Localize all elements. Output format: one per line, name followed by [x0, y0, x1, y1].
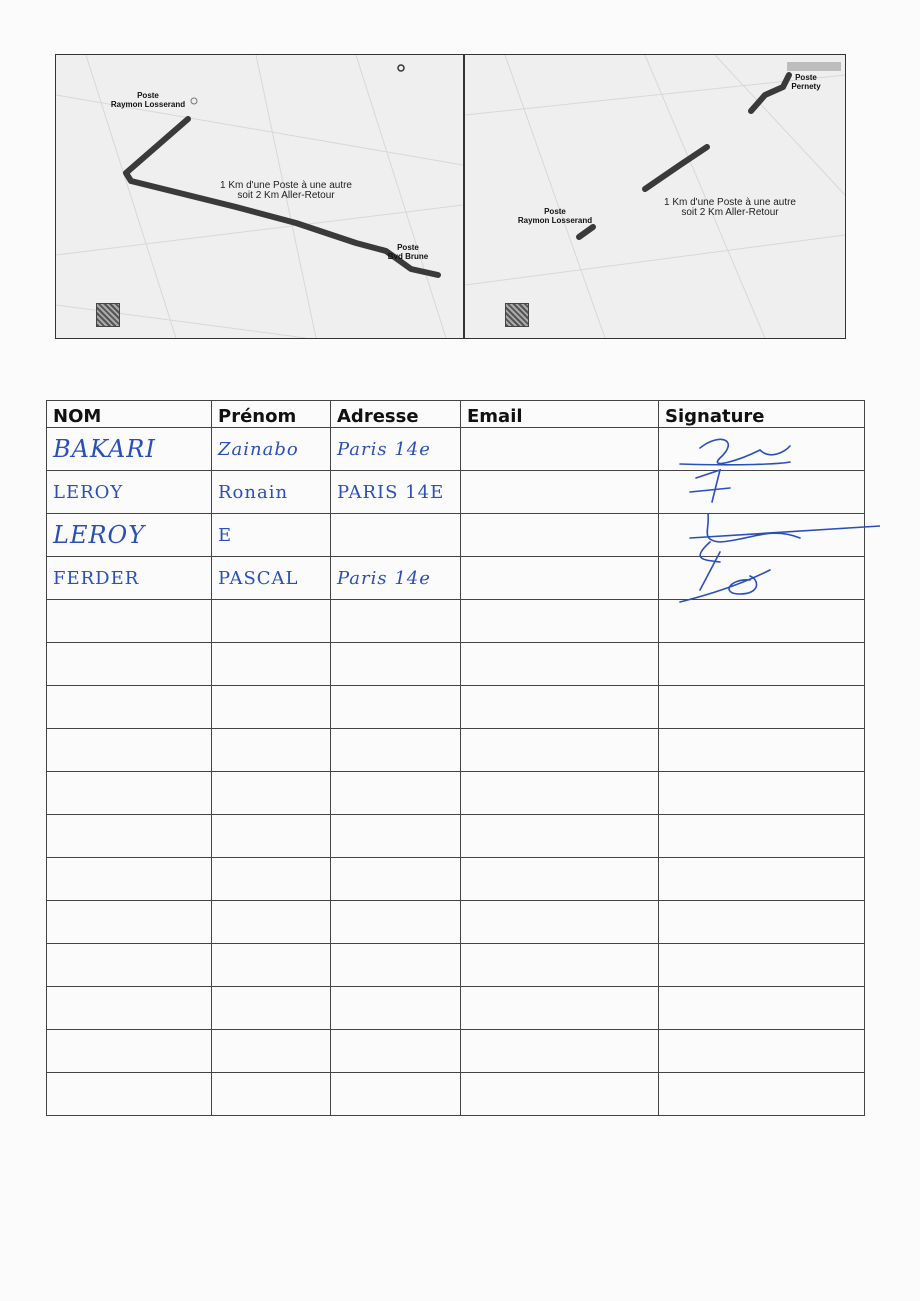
- cell-signature: [659, 944, 865, 987]
- cell-nom: [47, 471, 212, 514]
- adresse-value: Paris 14e: [337, 567, 431, 589]
- table-row-empty: [47, 944, 865, 987]
- cell-adresse: [331, 428, 461, 471]
- cell-nom: [47, 858, 212, 901]
- cell-email: [461, 729, 659, 772]
- map-route-pernety-losserand: [464, 54, 846, 339]
- cell-nom: [47, 1073, 212, 1116]
- cell-prenom: [212, 1030, 331, 1073]
- cell-signature: [659, 729, 865, 772]
- cell-prenom: [212, 858, 331, 901]
- header-adresse: Adresse: [331, 401, 461, 428]
- cell-adresse: [331, 600, 461, 643]
- map-left-start-label: Poste Raymon Losserand: [110, 91, 186, 109]
- cell-email: [461, 514, 659, 557]
- cell-prenom: [212, 514, 331, 557]
- cell-prenom: [212, 944, 331, 987]
- table-row-empty: [47, 729, 865, 772]
- map-right-start-label: Poste Pernety: [791, 73, 821, 91]
- route-line-middle: [645, 147, 707, 189]
- cell-prenom: [212, 428, 331, 471]
- cell-email: [461, 643, 659, 686]
- cell-prenom: [212, 987, 331, 1030]
- cell-nom: [47, 987, 212, 1030]
- cell-nom: [47, 600, 212, 643]
- nom-value: LEROY: [53, 481, 124, 503]
- table-row-empty: [47, 686, 865, 729]
- cell-nom: [47, 1030, 212, 1073]
- cell-signature: [659, 901, 865, 944]
- cell-adresse: [331, 987, 461, 1030]
- map-left-end-label: Poste Bvd Brune: [387, 243, 429, 261]
- map-left-caption: 1 Km d'une Poste à une autre soit 2 Km Aller-Retour: [220, 180, 352, 201]
- cell-signature: [659, 815, 865, 858]
- cell-email: [461, 600, 659, 643]
- header-nom: NOM: [47, 401, 212, 428]
- cell-prenom: [212, 815, 331, 858]
- prenom-value: Ronain: [218, 481, 289, 503]
- cell-nom: [47, 772, 212, 815]
- signature-1: [680, 439, 790, 464]
- cell-prenom: [212, 600, 331, 643]
- cell-adresse: [331, 471, 461, 514]
- nom-value: LEROY: [53, 521, 146, 549]
- cell-email: [461, 1073, 659, 1116]
- table-header-row: [47, 401, 865, 428]
- table-row-empty: [47, 643, 865, 686]
- table-row-empty: [47, 1030, 865, 1073]
- cell-prenom: [212, 471, 331, 514]
- cell-adresse: [331, 944, 461, 987]
- cell-email: [461, 944, 659, 987]
- prenom-value: PASCAL: [218, 567, 299, 589]
- map-right-end-label: Poste Raymon Losserand: [517, 207, 593, 225]
- cell-signature: [659, 987, 865, 1030]
- cell-signature: [659, 858, 865, 901]
- table-row-empty: [47, 815, 865, 858]
- cell-email: [461, 557, 659, 600]
- cell-prenom: [212, 729, 331, 772]
- cell-prenom: [212, 557, 331, 600]
- cell-nom: [47, 557, 212, 600]
- cell-adresse: [331, 514, 461, 557]
- adresse-value: PARIS 14E: [337, 481, 445, 503]
- cell-email: [461, 901, 659, 944]
- table-row-empty: [47, 901, 865, 944]
- table-row-empty: [47, 772, 865, 815]
- cell-signature: [659, 643, 865, 686]
- cell-nom: [47, 643, 212, 686]
- cell-nom: [47, 815, 212, 858]
- header-email: Email: [461, 401, 659, 428]
- cell-nom: [47, 514, 212, 557]
- cell-prenom: [212, 901, 331, 944]
- cell-adresse: [331, 643, 461, 686]
- handwritten-signatures: [660, 430, 880, 610]
- cell-nom: [47, 428, 212, 471]
- cell-email: [461, 858, 659, 901]
- map-route-losserand-brune: [55, 54, 464, 339]
- cell-adresse: [331, 729, 461, 772]
- cell-email: [461, 815, 659, 858]
- cell-email: [461, 428, 659, 471]
- cell-adresse: [331, 686, 461, 729]
- prenom-value: E: [218, 524, 233, 546]
- table-row-empty: [47, 858, 865, 901]
- cell-signature: [659, 1030, 865, 1073]
- adresse-value: Paris 14e: [337, 438, 431, 460]
- map-right-satellite-thumbnail: [505, 303, 529, 327]
- cell-email: [461, 1030, 659, 1073]
- cell-adresse: [331, 557, 461, 600]
- cell-adresse: [331, 772, 461, 815]
- table-row-empty: [47, 1073, 865, 1116]
- cell-email: [461, 987, 659, 1030]
- nom-value: FERDER: [53, 567, 140, 589]
- signature-2: [690, 470, 730, 502]
- header-signature: Signature: [659, 401, 865, 428]
- cell-nom: [47, 944, 212, 987]
- map-right-caption: 1 Km d'une Poste à une autre soit 2 Km Aller-Retour: [664, 197, 796, 218]
- cell-nom: [47, 901, 212, 944]
- cell-prenom: [212, 772, 331, 815]
- cell-prenom: [212, 643, 331, 686]
- route-line-bottom: [579, 227, 593, 237]
- map-left-satellite-thumbnail: [96, 303, 120, 327]
- cell-adresse: [331, 1073, 461, 1116]
- cell-nom: [47, 686, 212, 729]
- cell-adresse: [331, 815, 461, 858]
- cell-email: [461, 686, 659, 729]
- cell-signature: [659, 686, 865, 729]
- cell-prenom: [212, 686, 331, 729]
- cell-signature: [659, 1073, 865, 1116]
- cell-signature: [659, 772, 865, 815]
- cell-adresse: [331, 1030, 461, 1073]
- prenom-value: Zainabo: [218, 438, 299, 460]
- cell-email: [461, 471, 659, 514]
- cell-nom: [47, 729, 212, 772]
- header-prenom: Prénom: [212, 401, 331, 428]
- cell-adresse: [331, 858, 461, 901]
- cell-adresse: [331, 901, 461, 944]
- nom-value: BAKARI: [53, 435, 156, 463]
- table-row-empty: [47, 987, 865, 1030]
- cell-email: [461, 772, 659, 815]
- signature-4: [680, 552, 770, 602]
- cell-prenom: [212, 1073, 331, 1116]
